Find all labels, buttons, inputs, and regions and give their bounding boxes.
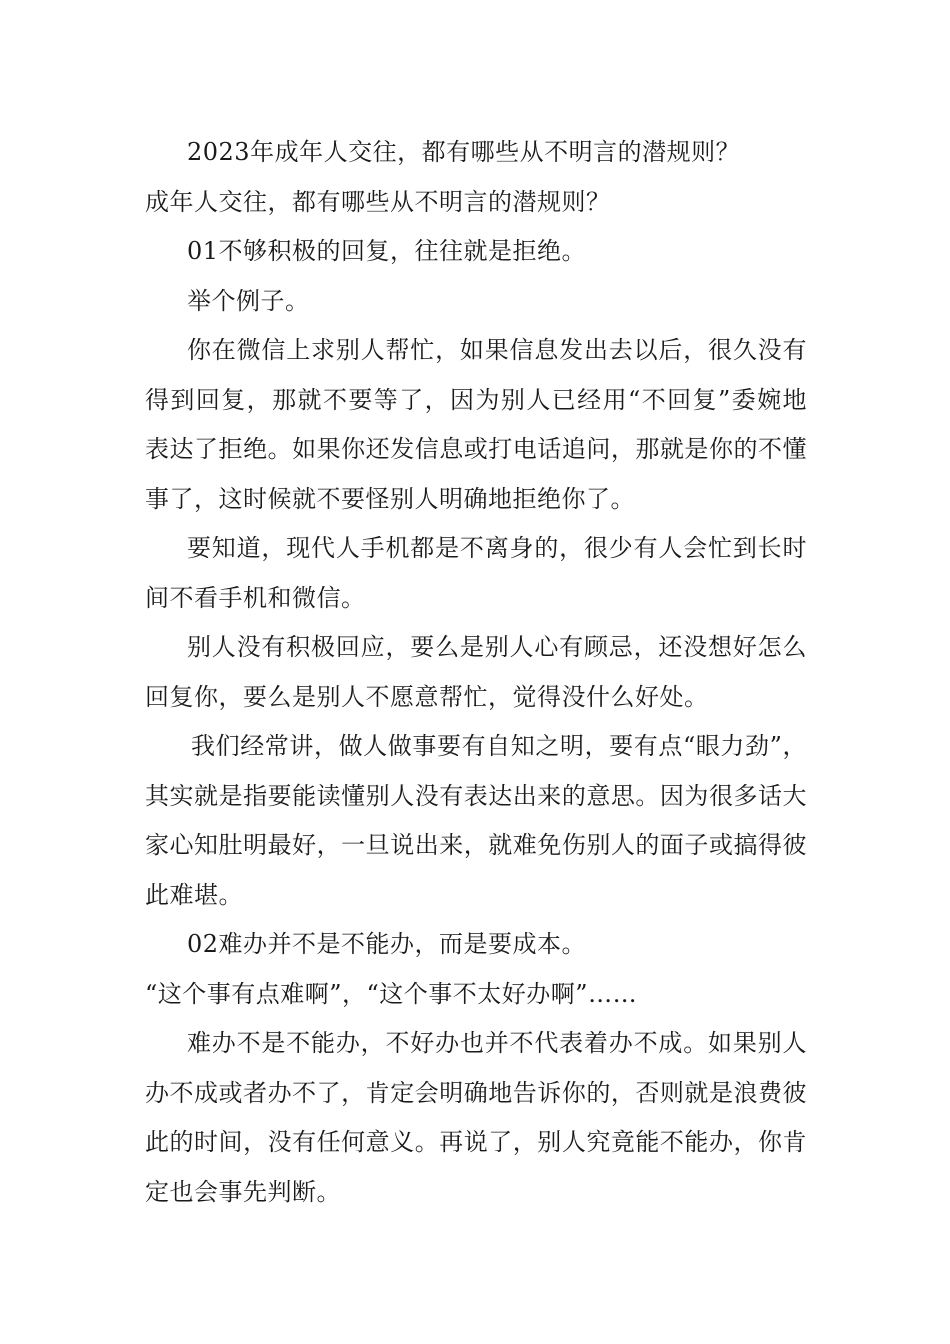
paragraph: 我们经常讲，做人做事要有自知之明，要有点“眼力劲”，其实就是指要能读懂别人没有表达出来的意思。因为很多话大家心知肚明最好，一旦说出来，就难免伤别人的面子或搞得彼此难堪。: [145, 732, 807, 909]
paragraph: 你在微信上求别人帮忙，如果信息发出去以后，很久没有得到回复，那就不要等了，因为别人已经用“不回复”委婉地表达了拒绝。如果你还发信息或打电话追问，那就是你的不懂事了，这时候就不要怪别人明确地拒绝你了。: [145, 336, 807, 513]
document-subtitle: 成年人交往，都有哪些从不明言的潜规则？: [145, 187, 611, 216]
document-page: [145, 128, 807, 1217]
document-title: 2023年成年人交往，都有哪些从不明言的潜规则？: [187, 138, 741, 166]
paragraph: 难办不是不能办，不好办也并不代表着办不成。如果别人办不成或者办不了，肯定会明确地告诉你的，否则就是浪费彼此的时间，没有任何意义。再说了，别人究竟能不能办，你肯定也会事先判断。: [145, 1029, 807, 1206]
quote-line: “这个事有点难啊”，“这个事不太好办啊”……: [145, 979, 638, 1008]
paragraph: 别人没有积极回应，要么是别人心有顾忌，还没想好怎么回复你，要么是别人不愿意帮忙，觉得没什么好处。: [145, 633, 807, 711]
section-heading-02: 02难办并不是不能办，而是要成本。: [187, 930, 587, 958]
section-heading-01: 01不够积极的回复，往往就是拒绝。: [187, 237, 587, 265]
paragraph: 要知道，现代人手机都是不离身的，很少有人会忙到长时间不看手机和微信。: [145, 534, 807, 612]
paragraph: 举个例子。: [187, 286, 310, 315]
